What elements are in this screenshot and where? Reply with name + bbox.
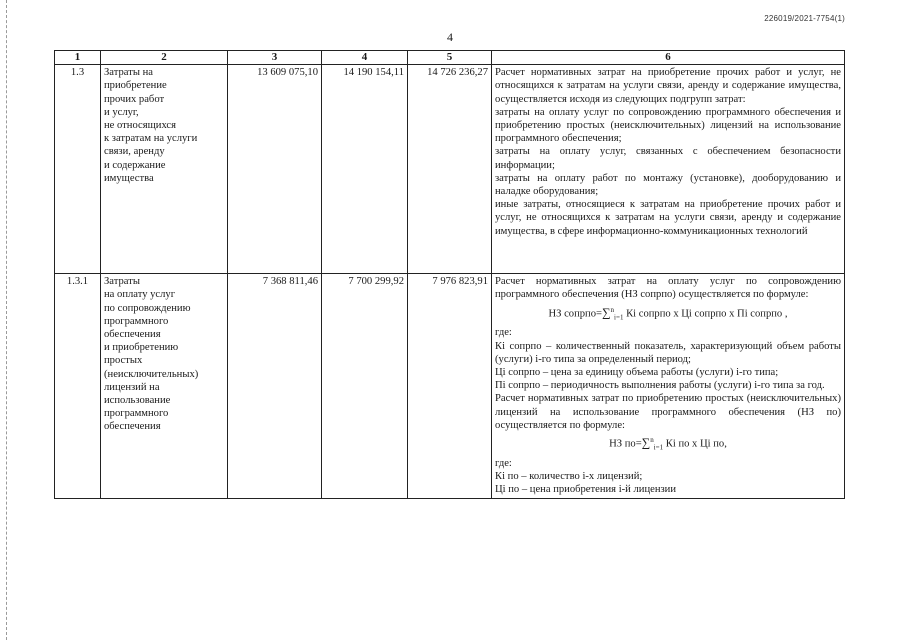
name-line: Затраты bbox=[104, 276, 140, 288]
col-header-1: 1 bbox=[55, 51, 101, 65]
desc-paragraph: Расчет нормативных затрат на приобретение прочих работ и услуг, не относящихся к затратам на услуги связи, аренду и содержание имущества, осуществляется исходя из следующих подгрупп затрат: bbox=[495, 67, 841, 105]
desc-paragraph: затраты на оплату услуг, связанных с обеспечением безопасности информации; bbox=[495, 146, 841, 171]
name-line: приобретение bbox=[104, 80, 167, 92]
row-value-col5: 14 726 236,27 bbox=[408, 65, 492, 274]
col-header-3: 3 bbox=[228, 51, 322, 65]
desc-paragraph: затраты на оплату работ по монтажу (установке), дооборудованию и наладке оборудования; bbox=[495, 172, 841, 198]
row-code: 1.3.1 bbox=[55, 274, 101, 498]
name-line: программного bbox=[104, 408, 169, 420]
name-line: программного bbox=[104, 315, 169, 327]
where-label: где: bbox=[495, 457, 512, 469]
desc-paragraph: Расчет нормативных затрат на оплату услуг по сопровождению программного обеспечения (НЗ сопрпо) осуществляется по формуле: bbox=[495, 276, 841, 301]
row-name bbox=[101, 274, 228, 498]
table-row bbox=[55, 274, 845, 498]
name-line: и приобретению bbox=[104, 342, 179, 354]
formula-sopr bbox=[495, 304, 841, 325]
sum-lower: i=1 bbox=[614, 313, 624, 322]
name-line: имущества bbox=[104, 172, 154, 184]
sum-lower: i=1 bbox=[653, 443, 664, 452]
page-number: 4 bbox=[447, 30, 453, 44]
sum-symbol: ∑ bbox=[601, 305, 611, 320]
definition: Цi по – цена приобретения i-й лицензии bbox=[495, 484, 677, 496]
row-code: 1.3 bbox=[55, 65, 101, 274]
name-line: использование bbox=[104, 395, 171, 407]
sum-upper: n bbox=[610, 305, 615, 314]
sum-symbol: ∑ bbox=[641, 435, 651, 450]
name-line: (неисключительных) bbox=[104, 368, 199, 380]
col-header-4: 4 bbox=[322, 51, 408, 65]
name-line: лицензий на bbox=[104, 381, 160, 393]
name-line: прочих работ bbox=[104, 93, 165, 105]
name-line: и услуг, bbox=[104, 106, 139, 118]
name-line: обеспечения bbox=[104, 329, 161, 341]
row-value-col4: 14 190 154,11 bbox=[322, 65, 408, 274]
definition: Пi сопрпо – периодичность выполнения работы (услуги) i-го типа за год. bbox=[495, 380, 825, 392]
cost-table bbox=[54, 50, 845, 499]
row-name bbox=[101, 65, 228, 274]
name-line: и содержание bbox=[104, 159, 166, 171]
col-header-2: 2 bbox=[101, 51, 228, 65]
header-row bbox=[55, 51, 845, 65]
name-line: на оплату услуг bbox=[104, 289, 176, 301]
row-value-col5: 7 976 823,91 bbox=[408, 274, 492, 498]
definition: Цi сопрпо – цена за единицу объема работы (услуги) i-го типа; bbox=[495, 367, 779, 379]
name-line: по сопровождению bbox=[104, 302, 191, 314]
name-line: Затраты на bbox=[104, 67, 153, 79]
row-value-col3: 13 609 075,10 bbox=[228, 65, 322, 274]
col-header-6: 6 bbox=[492, 51, 845, 65]
name-line: обеспечения bbox=[104, 421, 161, 433]
definition: Кi по – количество i-х лицензий; bbox=[495, 471, 643, 483]
desc-paragraph: иные затраты, относящиеся к затратам на приобретение прочих работ и услуг, не относящихся к затратам на услуги связи, аренду и содержание имущества, в сфере информационно-коммуникационных технологий bbox=[495, 199, 841, 237]
name-line: простых bbox=[104, 355, 143, 367]
col-header-5: 5 bbox=[408, 51, 492, 65]
row-description bbox=[492, 274, 845, 498]
row-value-col4: 7 700 299,92 bbox=[322, 274, 408, 498]
name-line: связи, аренду bbox=[104, 146, 165, 158]
name-line: к затратам на услуги bbox=[104, 133, 198, 145]
formula-lhs: НЗ сопрпо= bbox=[548, 308, 602, 320]
table-row bbox=[55, 65, 845, 274]
definition: Кi сопрпо – количественный показатель, характеризующий объем работы (услуги) i-го типа за определенный период; bbox=[495, 340, 841, 365]
formula-rhs: Кi по х Цi по, bbox=[663, 438, 727, 450]
sum-upper: n bbox=[650, 436, 654, 445]
document-id: 226019/2021-7754(1) bbox=[764, 14, 845, 23]
formula-lhs: НЗ по= bbox=[609, 438, 642, 450]
row-description bbox=[492, 65, 845, 274]
desc-paragraph: Расчет нормативных затрат по приобретению простых (неисключительных) лицензий на использование программного обеспечения (НЗ по) осуществляется по формуле: bbox=[495, 393, 841, 431]
where-label: где: bbox=[495, 327, 512, 339]
desc-paragraph: затраты на оплату услуг по сопровождению программного обеспечения и приобретению простых (неисключительных) лицензий на использование программного обеспечения; bbox=[495, 106, 841, 145]
scan-edge bbox=[0, 0, 7, 640]
name-line: не относящихся bbox=[104, 120, 177, 132]
row-value-col3: 7 368 811,46 bbox=[228, 274, 322, 498]
formula-rhs: Кi сопрпо х Цi сопрпо х Пi сопрпо , bbox=[623, 308, 788, 320]
formula-po bbox=[495, 434, 841, 455]
